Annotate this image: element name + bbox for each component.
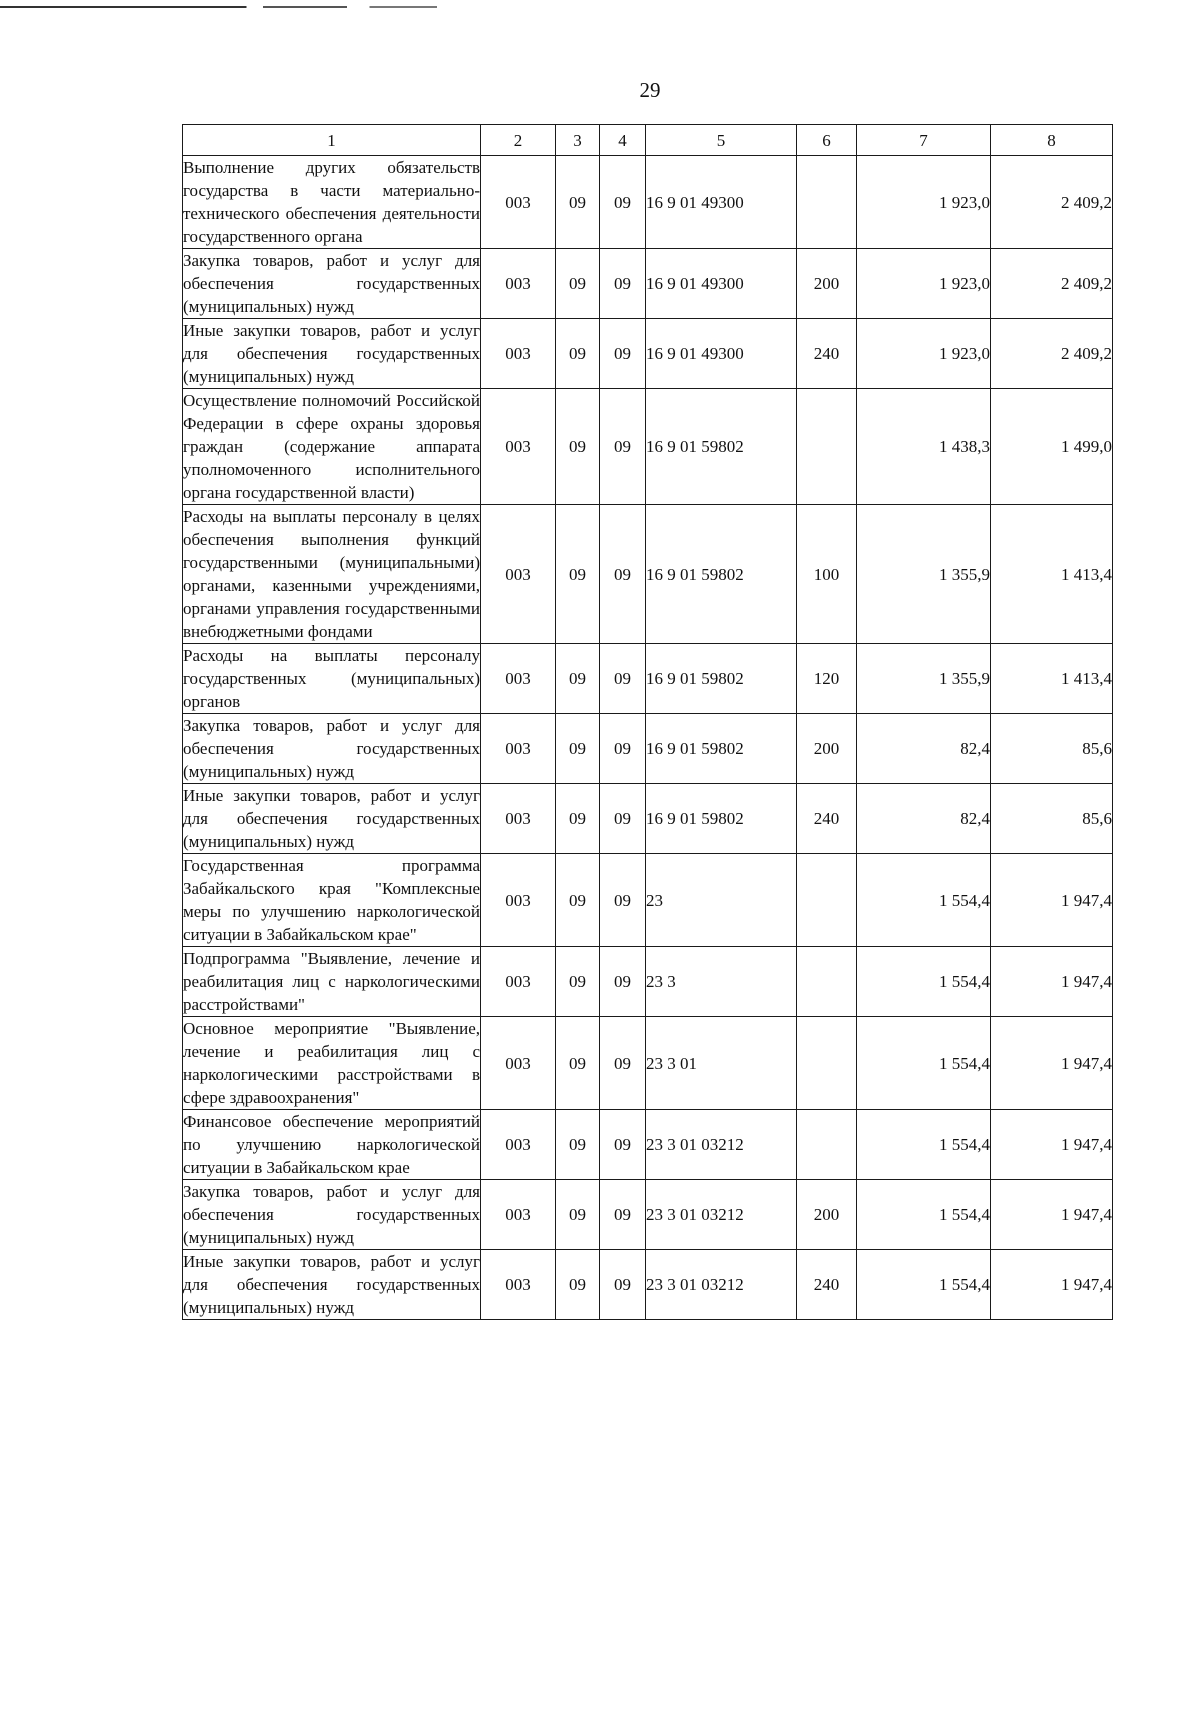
- table-row: [183, 249, 1113, 319]
- cell-target-article: 16 9 01 49300: [646, 249, 797, 319]
- cell-ministry: 003: [481, 644, 556, 714]
- row-name: Подпрограмма "Выявление, лечение и реабилитация лиц с наркологическими расстройствами": [183, 947, 481, 1017]
- table-row: [183, 505, 1113, 644]
- cell-target-article: 23 3 01 03212: [646, 1180, 797, 1250]
- table-row: [183, 714, 1113, 784]
- cell-amount-year1: 1 554,4: [857, 947, 991, 1017]
- cell-subsection: 09: [600, 1250, 646, 1320]
- budget-table: [182, 124, 1113, 1320]
- table-row: [183, 1250, 1113, 1320]
- table-row: [183, 644, 1113, 714]
- cell-target-article: 23: [646, 854, 797, 947]
- table-row: [183, 1180, 1113, 1250]
- cell-amount-year1: 1 554,4: [857, 1180, 991, 1250]
- cell-amount-year2: 1 947,4: [991, 1110, 1113, 1180]
- cell-expense-type: 100: [797, 505, 857, 644]
- cell-amount-year2: 1 947,4: [991, 1017, 1113, 1110]
- cell-section: 09: [556, 505, 600, 644]
- table-row: [183, 947, 1113, 1017]
- page-number: 29: [639, 78, 661, 102]
- table-row: [183, 389, 1113, 505]
- cell-expense-type: 240: [797, 1250, 857, 1320]
- table-row: [183, 319, 1113, 389]
- cell-target-article: 16 9 01 49300: [646, 319, 797, 389]
- cell-amount-year2: 85,6: [991, 784, 1113, 854]
- cell-ministry: 003: [481, 505, 556, 644]
- header-col-4: 4: [600, 125, 646, 156]
- header-col-8: 8: [991, 125, 1113, 156]
- cell-target-article: 23 3 01 03212: [646, 1250, 797, 1320]
- cell-subsection: 09: [600, 784, 646, 854]
- cell-section: 09: [556, 1180, 600, 1250]
- row-name: Иные закупки товаров, работ и услуг для обеспечения государственных (муниципальных) нужд: [183, 784, 481, 854]
- cell-target-article: 16 9 01 59802: [646, 644, 797, 714]
- cell-subsection: 09: [600, 854, 646, 947]
- cell-ministry: 003: [481, 389, 556, 505]
- cell-amount-year2: 1 413,4: [991, 644, 1113, 714]
- header-col-3: 3: [556, 125, 600, 156]
- cell-ministry: 003: [481, 319, 556, 389]
- table-row: [183, 1017, 1113, 1110]
- row-name: Расходы на выплаты персоналу в целях обеспечения выполнения функций государственными (муниципальными) органами, казенными учреждениями, органами управления государственными внебюджетными фондами: [183, 505, 481, 644]
- cell-expense-type: [797, 156, 857, 249]
- row-name: Осуществление полномочий Российской Федерации в сфере охраны здоровья граждан (содержание аппарата уполномоченного исполнительного органа государственной власти): [183, 389, 481, 505]
- cell-amount-year1: 1 923,0: [857, 156, 991, 249]
- row-name: Выполнение других обязательств государства в части материально-технического обеспечения деятельности государственного органа: [183, 156, 481, 249]
- cell-amount-year2: 1 947,4: [991, 1250, 1113, 1320]
- cell-ministry: 003: [481, 1017, 556, 1110]
- cell-subsection: 09: [600, 714, 646, 784]
- cell-amount-year2: 1 499,0: [991, 389, 1113, 505]
- header-col-1: 1: [183, 125, 481, 156]
- cell-amount-year2: 1 947,4: [991, 854, 1113, 947]
- cell-subsection: 09: [600, 1017, 646, 1110]
- cell-subsection: 09: [600, 644, 646, 714]
- cell-ministry: 003: [481, 854, 556, 947]
- cell-amount-year2: 85,6: [991, 714, 1113, 784]
- row-name: Закупка товаров, работ и услуг для обеспечения государственных (муниципальных) нужд: [183, 249, 481, 319]
- cell-amount-year1: 1 554,4: [857, 1017, 991, 1110]
- cell-amount-year1: 1 355,9: [857, 505, 991, 644]
- cell-amount-year2: 2 409,2: [991, 249, 1113, 319]
- table-row: [183, 156, 1113, 249]
- cell-amount-year1: 1 438,3: [857, 389, 991, 505]
- cell-subsection: 09: [600, 1180, 646, 1250]
- cell-ministry: 003: [481, 784, 556, 854]
- cell-ministry: 003: [481, 1180, 556, 1250]
- cell-section: 09: [556, 784, 600, 854]
- cell-subsection: 09: [600, 505, 646, 644]
- cell-section: 09: [556, 854, 600, 947]
- cell-target-article: 16 9 01 59802: [646, 505, 797, 644]
- cell-amount-year2: 1 947,4: [991, 1180, 1113, 1250]
- cell-target-article: 16 9 01 49300: [646, 156, 797, 249]
- cell-ministry: 003: [481, 1110, 556, 1180]
- cell-section: 09: [556, 1250, 600, 1320]
- cell-amount-year2: 2 409,2: [991, 319, 1113, 389]
- row-name: Расходы на выплаты персоналу государственных (муниципальных) органов: [183, 644, 481, 714]
- cell-subsection: 09: [600, 1110, 646, 1180]
- cell-amount-year2: 1 413,4: [991, 505, 1113, 644]
- row-name: Иные закупки товаров, работ и услуг для обеспечения государственных (муниципальных) нужд: [183, 1250, 481, 1320]
- cell-section: 09: [556, 1110, 600, 1180]
- cell-expense-type: 200: [797, 714, 857, 784]
- cell-amount-year1: 82,4: [857, 714, 991, 784]
- cell-section: 09: [556, 714, 600, 784]
- cell-target-article: 16 9 01 59802: [646, 784, 797, 854]
- cell-expense-type: [797, 947, 857, 1017]
- cell-ministry: 003: [481, 947, 556, 1017]
- cell-amount-year1: 82,4: [857, 784, 991, 854]
- cell-ministry: 003: [481, 714, 556, 784]
- cell-amount-year2: 2 409,2: [991, 156, 1113, 249]
- cell-amount-year1: 1 923,0: [857, 319, 991, 389]
- cell-ministry: 003: [481, 249, 556, 319]
- cell-subsection: 09: [600, 947, 646, 1017]
- cell-ministry: 003: [481, 1250, 556, 1320]
- cell-amount-year1: 1 554,4: [857, 854, 991, 947]
- row-name: Государственная программа Забайкальского края "Комплексные меры по улучшению наркологической ситуации в Забайкальском крае": [183, 854, 481, 947]
- table-row: [183, 784, 1113, 854]
- cell-section: 09: [556, 1017, 600, 1110]
- table-row: [183, 854, 1113, 947]
- cell-expense-type: [797, 1110, 857, 1180]
- cell-expense-type: 240: [797, 319, 857, 389]
- cell-expense-type: 200: [797, 249, 857, 319]
- cell-section: 09: [556, 319, 600, 389]
- cell-amount-year1: 1 355,9: [857, 644, 991, 714]
- cell-subsection: 09: [600, 156, 646, 249]
- cell-subsection: 09: [600, 389, 646, 505]
- cell-ministry: 003: [481, 156, 556, 249]
- cell-expense-type: 240: [797, 784, 857, 854]
- cell-target-article: 16 9 01 59802: [646, 714, 797, 784]
- row-name: Закупка товаров, работ и услуг для обеспечения государственных (муниципальных) нужд: [183, 1180, 481, 1250]
- cell-amount-year1: 1 554,4: [857, 1110, 991, 1180]
- row-name: Закупка товаров, работ и услуг для обеспечения государственных (муниципальных) нужд: [183, 714, 481, 784]
- row-name: Иные закупки товаров, работ и услуг для обеспечения государственных (муниципальных) нужд: [183, 319, 481, 389]
- row-name: Основное мероприятие "Выявление, лечение и реабилитация лиц с наркологическими расстройствами в сфере здравоохранения": [183, 1017, 481, 1110]
- header-col-6: 6: [797, 125, 857, 156]
- cell-amount-year1: 1 923,0: [857, 249, 991, 319]
- cell-subsection: 09: [600, 249, 646, 319]
- cell-section: 09: [556, 249, 600, 319]
- cell-target-article: 16 9 01 59802: [646, 389, 797, 505]
- cell-amount-year1: 1 554,4: [857, 1250, 991, 1320]
- row-name: Финансовое обеспечение мероприятий по улучшению наркологической ситуации в Забайкальском крае: [183, 1110, 481, 1180]
- scan-artifact-line: [0, 6, 560, 8]
- header-col-5: 5: [646, 125, 797, 156]
- cell-subsection: 09: [600, 319, 646, 389]
- cell-expense-type: 120: [797, 644, 857, 714]
- header-col-2: 2: [481, 125, 556, 156]
- cell-expense-type: 200: [797, 1180, 857, 1250]
- table-row: [183, 1110, 1113, 1180]
- cell-section: 09: [556, 389, 600, 505]
- cell-section: 09: [556, 947, 600, 1017]
- cell-target-article: 23 3 01 03212: [646, 1110, 797, 1180]
- header-col-7: 7: [857, 125, 991, 156]
- cell-target-article: 23 3 01: [646, 1017, 797, 1110]
- table-header-row: [183, 125, 1113, 156]
- cell-expense-type: [797, 1017, 857, 1110]
- cell-expense-type: [797, 854, 857, 947]
- cell-section: 09: [556, 644, 600, 714]
- cell-expense-type: [797, 389, 857, 505]
- cell-amount-year2: 1 947,4: [991, 947, 1113, 1017]
- cell-section: 09: [556, 156, 600, 249]
- cell-target-article: 23 3: [646, 947, 797, 1017]
